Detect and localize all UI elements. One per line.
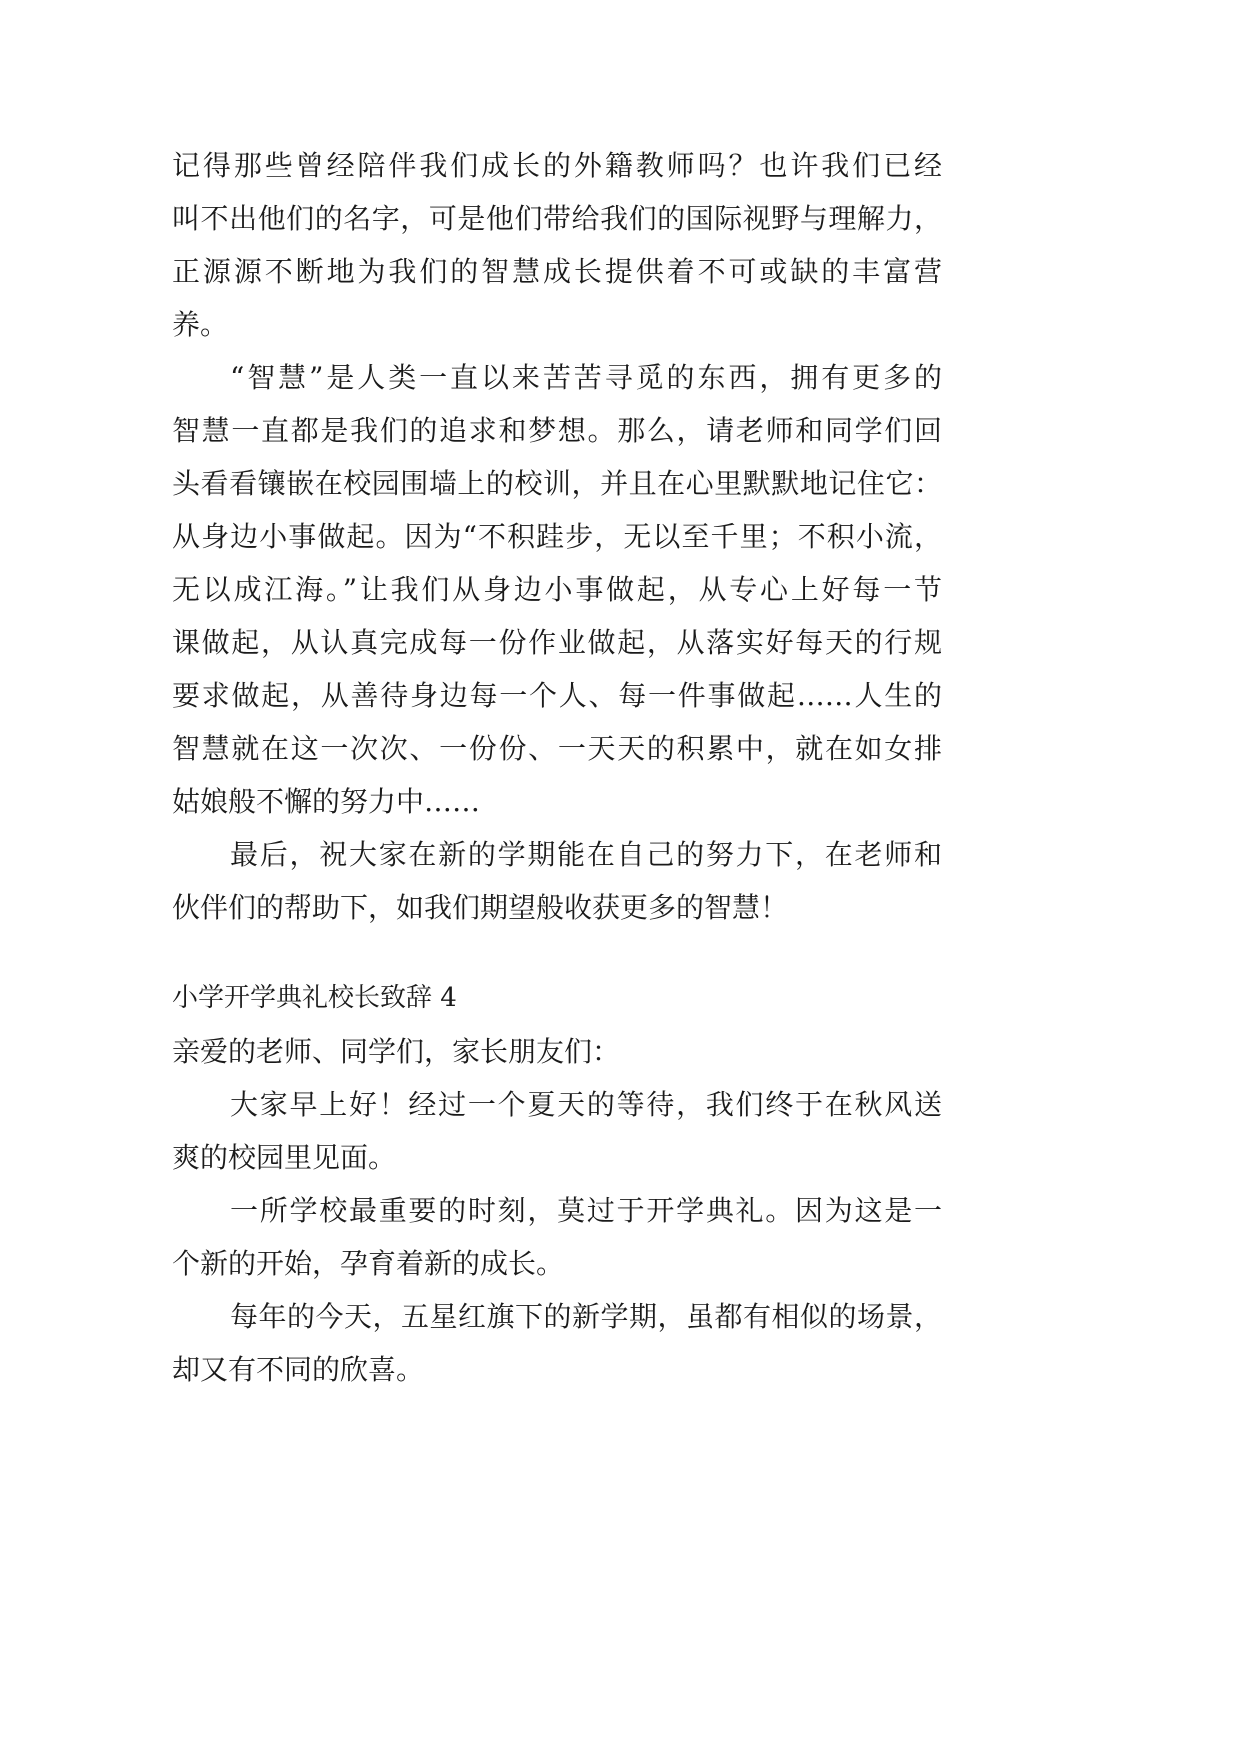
text-line: 每年的今天，五星红旗下的新学期，虽都有相似的场景，	[230, 1300, 942, 1333]
text-line: 记得那些曾经陪伴我们成长的外籍教师吗？也许我们已经	[172, 149, 942, 182]
text-line: 要求做起，从善待身边每一个人、每一件事做起……人生的	[172, 679, 942, 712]
paragraph	[172, 139, 942, 351]
text-line: 课做起，从认真完成每一份作业做起，从落实好每天的行规	[172, 626, 942, 659]
paragraph	[172, 351, 942, 828]
paragraph	[172, 1184, 942, 1290]
text-line: 无以成江海。”让我们从身边小事做起，从专心上好每一节	[172, 573, 942, 606]
text-line: 头看看镶嵌在校园围墙上的校训，并且在心里默默地记住它：	[172, 467, 942, 500]
document-page	[172, 139, 942, 1396]
salutation: 亲爱的老师、同学们，家长朋友们：	[172, 1035, 621, 1068]
text-line: 智慧一直都是我们的追求和梦想。那么，请老师和同学们回	[172, 414, 942, 447]
text-line: 爽的校园里见面。	[172, 1141, 397, 1174]
text-line: 一所学校最重要的时刻，莫过于开学典礼。因为这是一	[230, 1194, 942, 1227]
paragraph	[172, 1290, 942, 1396]
text-line: 个新的开始，孕育着新的成长。	[172, 1247, 565, 1280]
text-line: 伙伴们的帮助下，如我们期望般收获更多的智慧！	[172, 891, 789, 924]
text-line: 智慧就在这一次次、一份份、一天天的积累中，就在如女排	[172, 732, 942, 765]
section-title: 小学开学典礼校长致辞 4	[172, 983, 457, 1013]
text-line: 正源源不断地为我们的智慧成长提供着不可或缺的丰富营	[172, 255, 942, 288]
text-line: 姑娘般不懈的努力中……	[172, 785, 481, 818]
text-line: 最后，祝大家在新的学期能在自己的努力下，在老师和	[230, 838, 942, 871]
text-line: 大家早上好！经过一个夏天的等待，我们终于在秋风送	[230, 1088, 942, 1121]
text-line: “智慧”是人类一直以来苦苦寻觅的东西，拥有更多的	[230, 361, 942, 394]
text-line: 养。	[172, 308, 229, 341]
text-line: 却又有不同的欣喜。	[172, 1353, 425, 1386]
paragraph	[172, 1078, 942, 1184]
text-line: 叫不出他们的名字，可是他们带给我们的国际视野与理解力，	[172, 202, 942, 235]
paragraph	[172, 828, 942, 934]
text-line: 从身边小事做起。因为“不积跬步，无以至千里；不积小流，	[172, 520, 942, 553]
